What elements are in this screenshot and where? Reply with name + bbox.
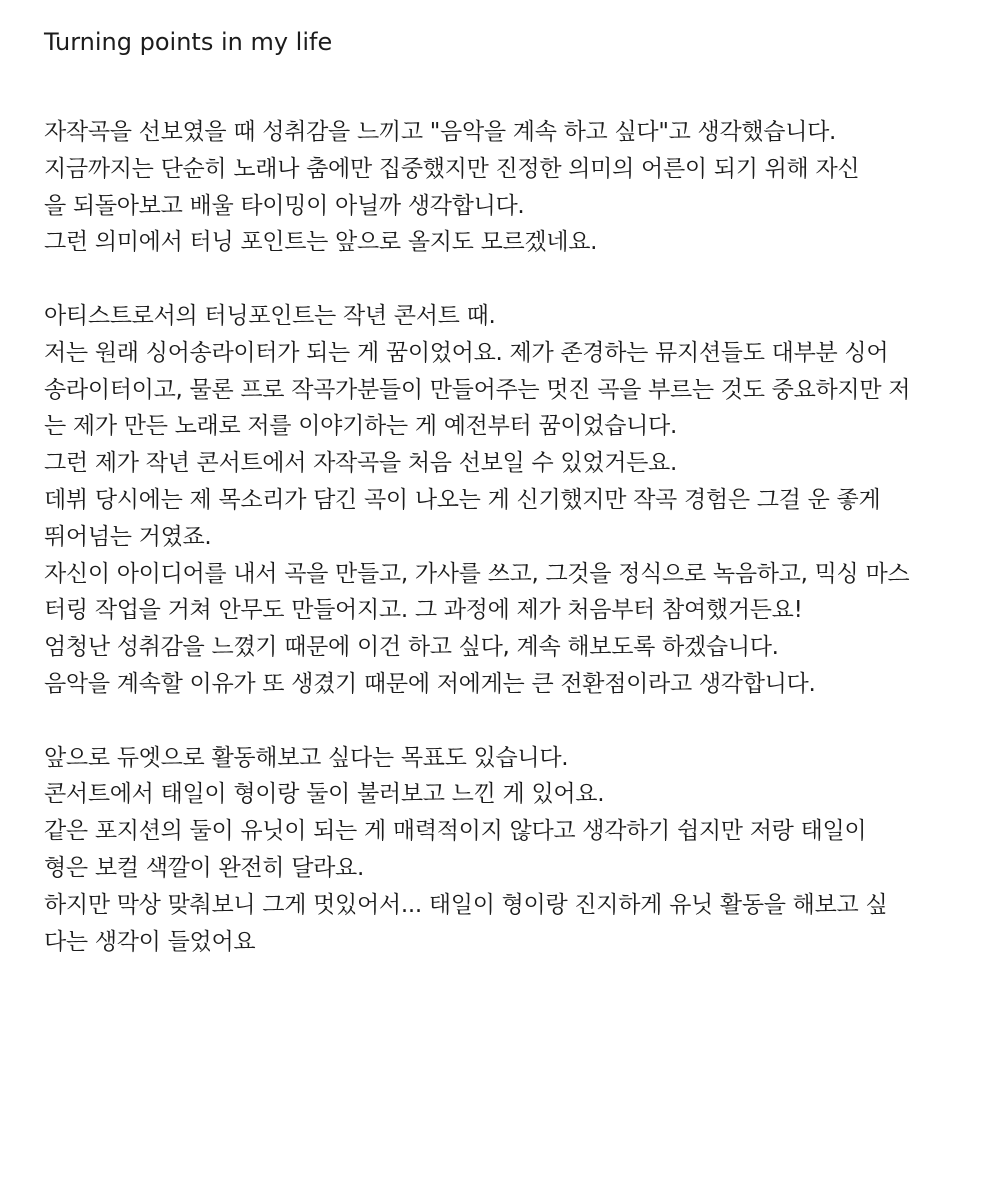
text-line: 송라이터이고, 물론 프로 작곡가분들이 만들어주는 멋진 곡을 부르는 것도 중요하지만 저 <box>44 376 911 403</box>
paragraph-3 <box>44 740 974 961</box>
text-line: 저는 원래 싱어송라이터가 되는 게 꿈이었어요. 제가 존경하는 뮤지션들도 대부분 싱어 <box>44 339 889 366</box>
text-line: 콘서트에서 태일이 형이랑 둘이 불러보고 느낀 게 있어요. <box>44 781 605 808</box>
paragraph-2 <box>44 298 974 703</box>
text-line: 그런 제가 작년 콘서트에서 자작곡을 처음 선보일 수 있었거든요. <box>44 450 677 477</box>
text-line: 형은 보컬 색깔이 완전히 달라요. <box>44 854 364 881</box>
text-line: 다는 생각이 들었어요 <box>44 928 256 955</box>
text-line: 자신이 아이디어를 내서 곡을 만들고, 가사를 쓰고, 그것을 정식으로 녹음하고, 믹싱 마스 <box>44 560 910 587</box>
text-line: 아티스트로서의 터닝포인트는 작년 콘서트 때. <box>44 302 496 329</box>
text-line: 는 제가 만든 노래로 저를 이야기하는 게 예전부터 꿈이었습니다. <box>44 413 677 440</box>
text-line: 같은 포지션의 둘이 유닛이 되는 게 매력적이지 않다고 생각하기 쉽지만 저랑 태일이 <box>44 818 867 845</box>
text-line: 앞으로 듀엣으로 활동해보고 싶다는 목표도 있습니다. <box>44 744 569 771</box>
spacer <box>44 62 974 114</box>
document <box>44 22 974 960</box>
paragraph-1 <box>44 114 974 261</box>
text-line: 터링 작업을 거쳐 안무도 만들어지고. 그 과정에 제가 처음부터 참여했거든요! <box>44 597 803 624</box>
text-line: 지금까지는 단순히 노래나 춤에만 집중했지만 진정한 의미의 어른이 되기 위해 자신 <box>44 155 860 182</box>
text-line: 음악을 계속할 이유가 또 생겼기 때문에 저에게는 큰 전환점이라고 생각합니다. <box>44 670 816 697</box>
text-line: 뛰어넘는 거였죠. <box>44 523 212 550</box>
document-title: Turning points in my life <box>44 28 333 56</box>
text-line: 자작곡을 선보였을 때 성취감을 느끼고 "음악을 계속 하고 싶다"고 생각했습니다. <box>44 119 837 145</box>
text-line: 을 되돌아보고 배울 타이밍이 아닐까 생각합니다. <box>44 192 525 219</box>
text-line: 하지만 막상 맞춰보니 그게 멋있어서... 태일이 형이랑 진지하게 유닛 활동을 해보고 싶 <box>44 891 888 918</box>
text-line: 그런 의미에서 터닝 포인트는 앞으로 올지도 모르겠네요. <box>44 229 598 256</box>
text-line: 데뷔 당시에는 제 목소리가 담긴 곡이 나오는 게 신기했지만 작곡 경험은 그걸 운 좋게 <box>44 486 881 513</box>
text-line: 엄청난 성취감을 느꼈기 때문에 이건 하고 싶다, 계속 해보도록 하겠습니다. <box>44 634 779 661</box>
